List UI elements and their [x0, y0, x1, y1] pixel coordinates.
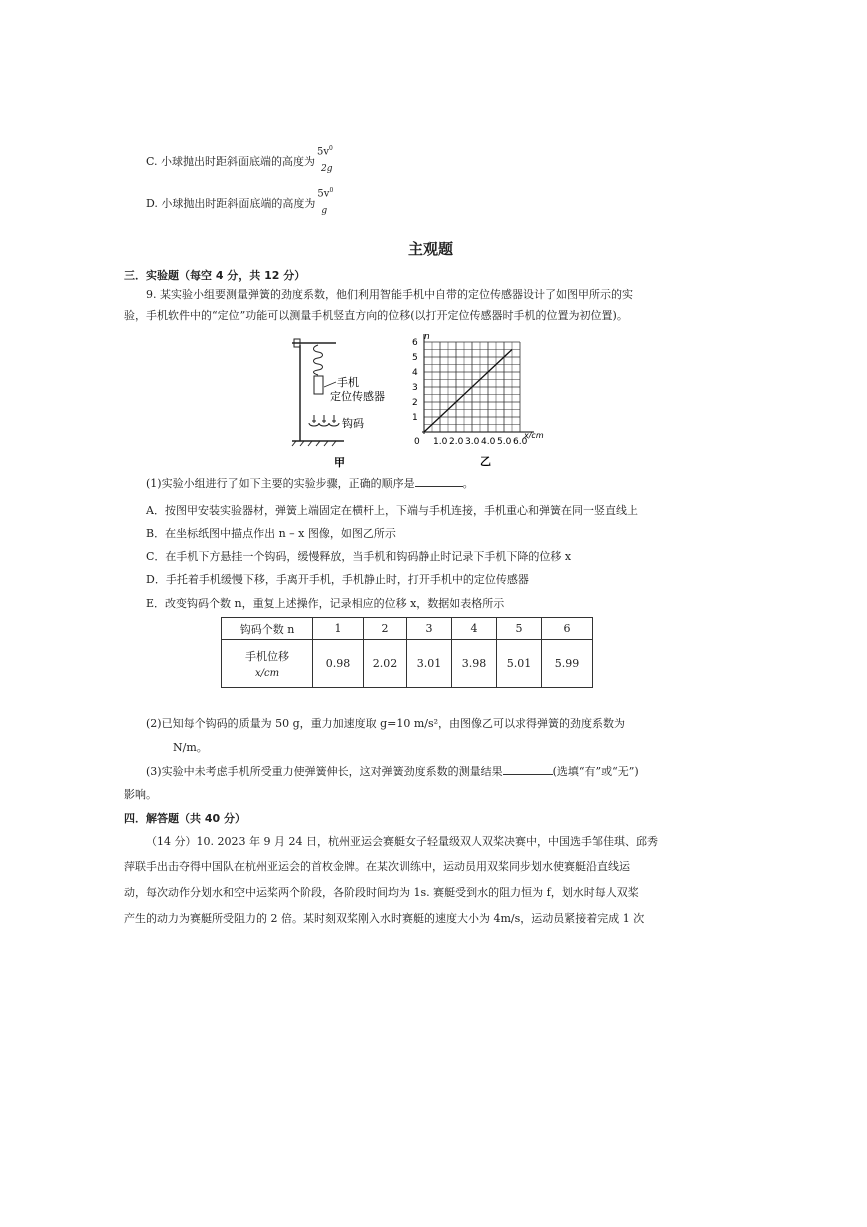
sub2-line2: N/m。: [173, 741, 208, 754]
x-tick-label: 2.0: [449, 437, 464, 447]
caption-a: 甲: [334, 456, 345, 469]
table-cell: 1: [313, 618, 364, 640]
table-cell: 2: [364, 618, 407, 640]
table-cell: 2.02: [364, 640, 407, 688]
table-cell: 5.99: [542, 640, 593, 688]
sub3-line1: (3)实验中未考虑手机所受重力使弹簧伸长，这对弹簧劲度系数的测量结果 (选填“有”或“无”): [146, 765, 639, 778]
table-cell: 3.98: [452, 640, 497, 688]
sub1-answer-blank[interactable]: [415, 486, 463, 487]
table-header-x: 手机位移 x/cm: [222, 640, 313, 688]
fit-line: [424, 350, 512, 433]
q10-line4: 产生的动力为赛艇所受阻力的 2 倍。某时刻双桨刚入水时赛艇的速度大小为 4m/s，运动员紧接着完成 1 次: [124, 912, 645, 925]
table-header-n: 钩码个数 n: [222, 618, 313, 640]
y-tick-label: 2: [412, 398, 418, 408]
q10-line2: 萍联手出击夺得中国队在杭州亚运会的首枚金牌。在某次训练中，运动员用双桨同步划水使赛艇沿直线运: [124, 860, 630, 873]
sub1-text: (1)实验小组进行了如下主要的实验步骤，正确的顺序是: [146, 477, 415, 490]
step-e: E．改变钩码个数 n，重复上述操作，记录相应的位移 x，数据如表格所示: [146, 597, 505, 610]
step-c: C．在手机下方悬挂一个钩码，缓慢释放，当手机和钩码静止时记录下手机下降的位移 x: [146, 550, 572, 563]
figure-graph: [410, 330, 550, 470]
label-hooks: 钩码: [342, 417, 364, 430]
sub1: [146, 475, 474, 491]
table-cell: 0.98: [313, 640, 364, 688]
table-cell: 5.01: [497, 640, 542, 688]
option-c: [146, 147, 335, 177]
q9-line2: 验，手机软件中的“定位”功能可以测量手机竖直方向的位移(以打开定位传感器时手机的位置为初位置)。: [124, 309, 628, 322]
label-sensor: 定位传感器: [330, 390, 385, 403]
sub2-line1: (2)已知每个钩码的质量为 50 g，重力加速度取 g=10 m/s²，由图像乙可以求得弹簧的劲度系数为: [146, 717, 626, 730]
step-a: A．按图甲安装实验器材，弹簧上端固定在横杆上，下端与手机连接，手机重心和弹簧在同一竖直线上: [146, 504, 638, 517]
option-c-text: C. 小球抛出时距斜面底端的高度为: [146, 155, 316, 168]
q10-line3: 动，每次动作分划水和空中运桨两个阶段，各阶段时间均为 1s. 赛艇受到水的阻力恒为 f，划水时每人双桨: [124, 886, 639, 899]
figure-apparatus: [284, 335, 396, 470]
y-tick-label: 1: [412, 413, 418, 423]
y-tick-label: 6: [412, 338, 418, 348]
y-tick-label: 5: [412, 353, 418, 363]
x-tick-label: 1.0: [433, 437, 448, 447]
q9-line1: 9. 某实验小组要测量弹簧的劲度系数，他们利用智能手机中自带的定位传感器设计了如图甲所示的实: [146, 288, 633, 301]
step-d: D．手托着手机缓慢下移，手离开手机，手机静止时，打开手机中的定位传感器: [146, 573, 529, 586]
table-cell: 6: [542, 618, 593, 640]
caption-b: 乙: [480, 455, 491, 468]
data-table: [221, 617, 593, 688]
sub3-line2: 影响。: [124, 788, 157, 801]
step-b: B．在坐标纸图中描点作出 n – x 图像，如图乙所示: [146, 527, 396, 540]
option-d-fraction: $5v_0$ g: [317, 187, 334, 216]
q10-line1: （14 分）10. 2023 年 9 月 24 日，杭州亚运会赛艇女子轻量级双人双桨决赛中，中国选手邹佳琪、邱秀: [146, 835, 658, 848]
section-title: 主观题: [408, 240, 454, 258]
x-tick-label: 6.0: [513, 437, 528, 447]
table-cell: 3: [407, 618, 452, 640]
option-c-fraction: $5v_0$ 2g: [317, 145, 333, 174]
table-row: [222, 640, 593, 688]
table-cell: 4: [452, 618, 497, 640]
sub1-end: 。: [462, 477, 474, 490]
sub3-answer-blank[interactable]: [503, 774, 553, 775]
y-tick-label: 3: [412, 383, 418, 393]
y-tick-label: 4: [412, 368, 418, 378]
graph-x-axis-label: x/cm: [524, 431, 544, 440]
x-tick-label: 0: [414, 437, 420, 447]
option-d-text: D. 小球抛出时距斜面底端的高度为: [146, 197, 316, 210]
answer-heading: 四．解答题（共 40 分）: [124, 812, 246, 825]
x-tick-label: 5.0: [497, 437, 512, 447]
table-row: [222, 618, 593, 640]
option-d: [146, 189, 335, 219]
table-cell: 5: [497, 618, 542, 640]
x-tick-label: 3.0: [465, 437, 480, 447]
x-tick-label: 4.0: [481, 437, 496, 447]
label-phone: 手机: [337, 376, 359, 389]
table-cell: 3.01: [407, 640, 452, 688]
experiment-heading: 三．实验题（每空 4 分，共 12 分）: [124, 269, 306, 282]
graph-y-axis-label: n: [424, 332, 430, 342]
